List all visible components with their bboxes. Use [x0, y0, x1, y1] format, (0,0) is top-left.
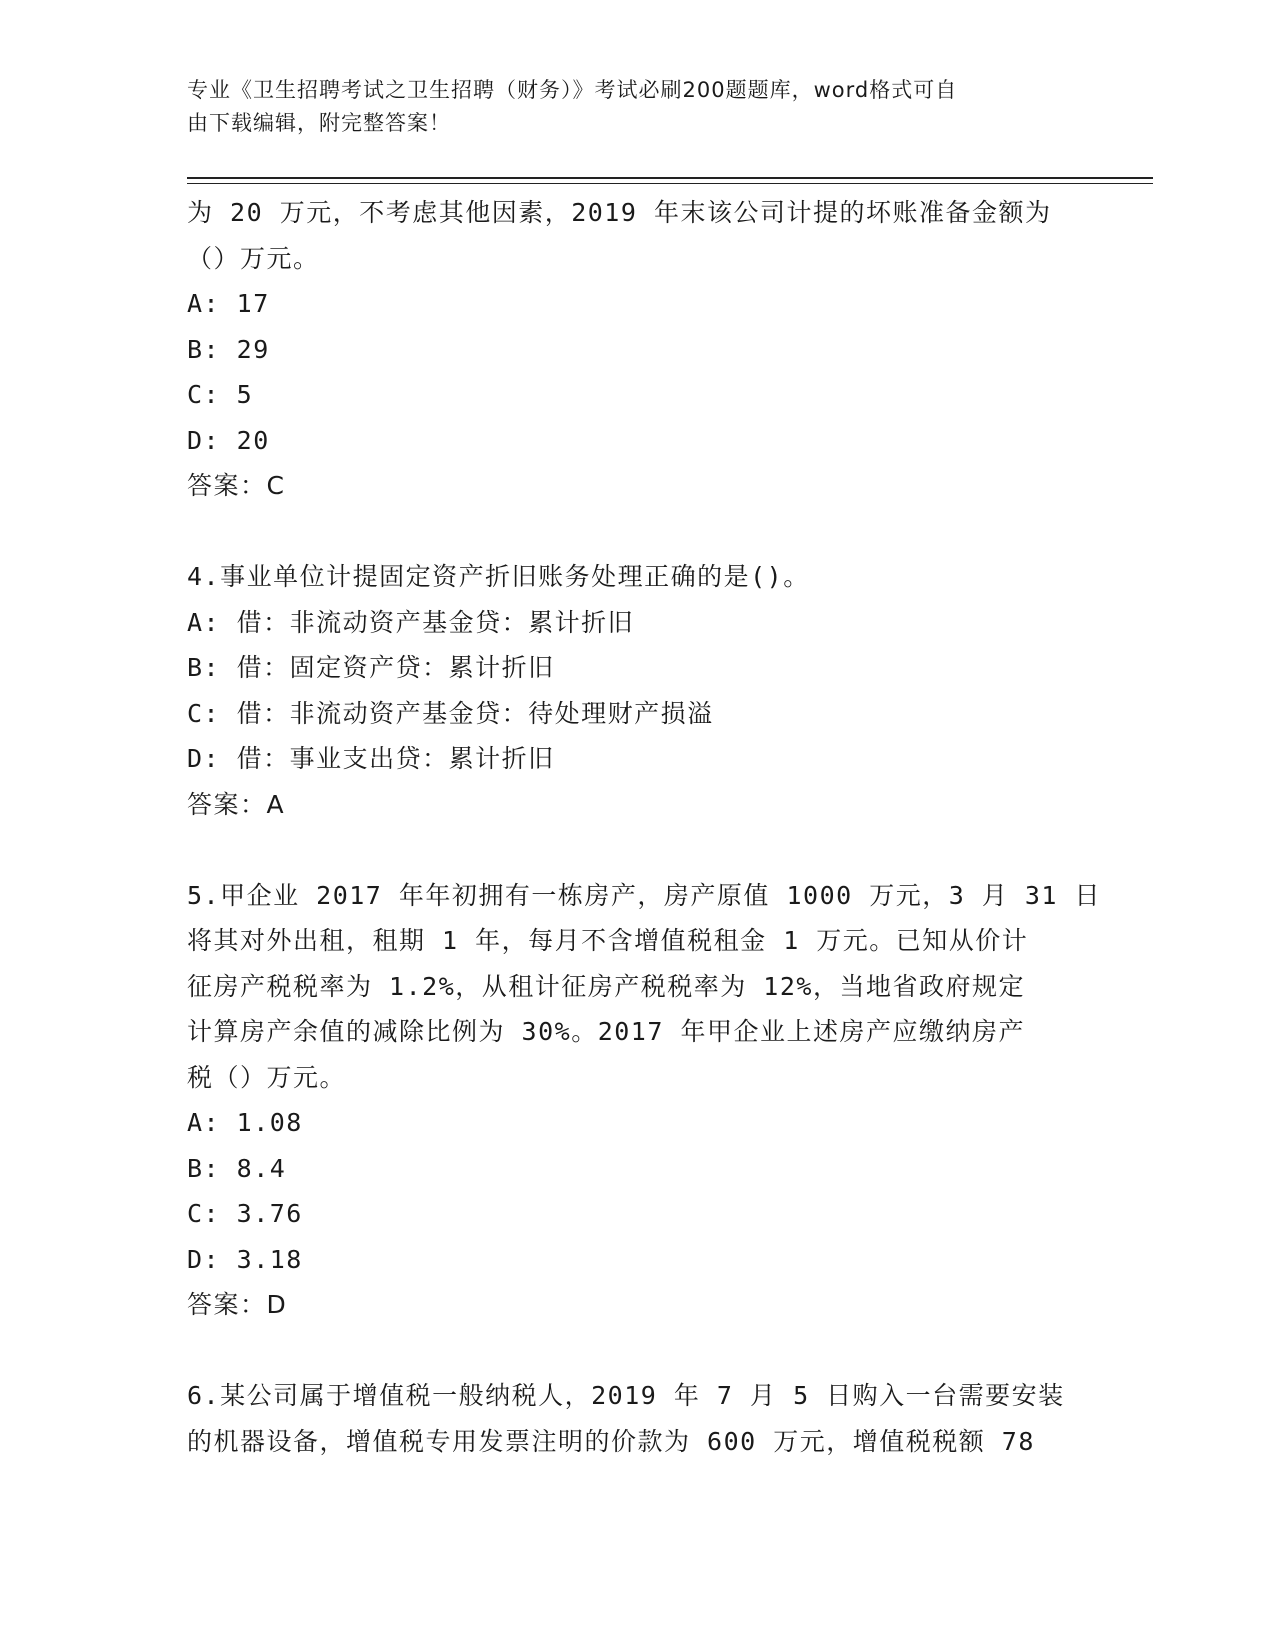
- question-stem: [187, 190, 1067, 281]
- blank-line: [187, 1328, 1067, 1374]
- stem-line: 的机器设备，增值税专用发票注明的价款为 600 万元，增值税税额 78: [187, 1426, 1035, 1456]
- question-6: [187, 1373, 1067, 1464]
- question-stem: [187, 554, 1067, 600]
- option-d: D: 3.18: [187, 1244, 303, 1274]
- stem-line: 6.某公司属于增值税一般纳税人，2019 年 7 月 5 日购入一台需要安装: [187, 1381, 1065, 1410]
- page-header: [187, 74, 1067, 140]
- option-a: A: 1.08: [187, 1108, 303, 1137]
- question-4: [187, 554, 1067, 827]
- blank-line: [187, 509, 1067, 555]
- option-list: [187, 1100, 1067, 1282]
- header-divider-thick: [187, 177, 1153, 179]
- question-5: [187, 873, 1102, 1328]
- stem-line: 5.甲企业 2017 年年初拥有一栋房产，房产原值 1000 万元，3 月 31 日: [187, 880, 1102, 910]
- option-d: D: 20: [187, 425, 270, 455]
- answer-line: 答案：A: [187, 789, 286, 819]
- question-3: [187, 190, 1067, 509]
- option-b: B: 借：固定资产贷：累计折旧: [187, 653, 555, 682]
- stem-line: 征房产税税率为 1.2%，从租计征房产税税率为 12%，当地省政府规定: [187, 971, 1025, 1001]
- option-b: B: 29: [187, 334, 270, 364]
- stem-line: 为 20 万元，不考虑其他因素，2019 年末该公司计提的坏账准备金额为: [187, 198, 1052, 227]
- stem-line: 计算房产余值的减除比例为 30%。2017 年甲企业上述房产应缴纳房产: [187, 1017, 1025, 1046]
- option-a: A: 17: [187, 289, 270, 318]
- header-title-line-2: 由下载编辑，附完整答案！: [187, 111, 451, 135]
- option-a: A: 借：非流动资产基金贷：累计折旧: [187, 607, 635, 637]
- stem-line: 4.事业单位计提固定资产折旧账务处理正确的是()。: [187, 562, 810, 591]
- option-b: B: 8.4: [187, 1153, 287, 1183]
- answer-line: 答案：C: [187, 471, 286, 500]
- option-c: C: 3.76: [187, 1199, 303, 1228]
- option-c: C: 借：非流动资产基金贷：待处理财产损溢: [187, 698, 714, 728]
- question-stem: [187, 1373, 1067, 1464]
- header-title-line-1: 专业《卫生招聘考试之卫生招聘（财务）》考试必刷200题题库，word格式可自: [187, 78, 958, 102]
- option-c: C: 5: [187, 380, 254, 409]
- option-list: [187, 600, 1067, 782]
- stem-line: 税（）万元。: [187, 1062, 347, 1092]
- questions-body: [187, 190, 1102, 1464]
- answer-line: 答案：D: [187, 1290, 288, 1319]
- option-d: D: 借：事业支出贷：累计折旧: [187, 744, 555, 773]
- option-list: [187, 281, 1067, 463]
- stem-line: （）万元。: [187, 243, 320, 273]
- stem-line: 将其对外出租，租期 1 年，每月不含增值税租金 1 万元。已知从价计: [187, 926, 1029, 955]
- question-stem: [187, 873, 1102, 1101]
- header-divider-thin: [187, 183, 1153, 184]
- blank-line: [187, 827, 1067, 873]
